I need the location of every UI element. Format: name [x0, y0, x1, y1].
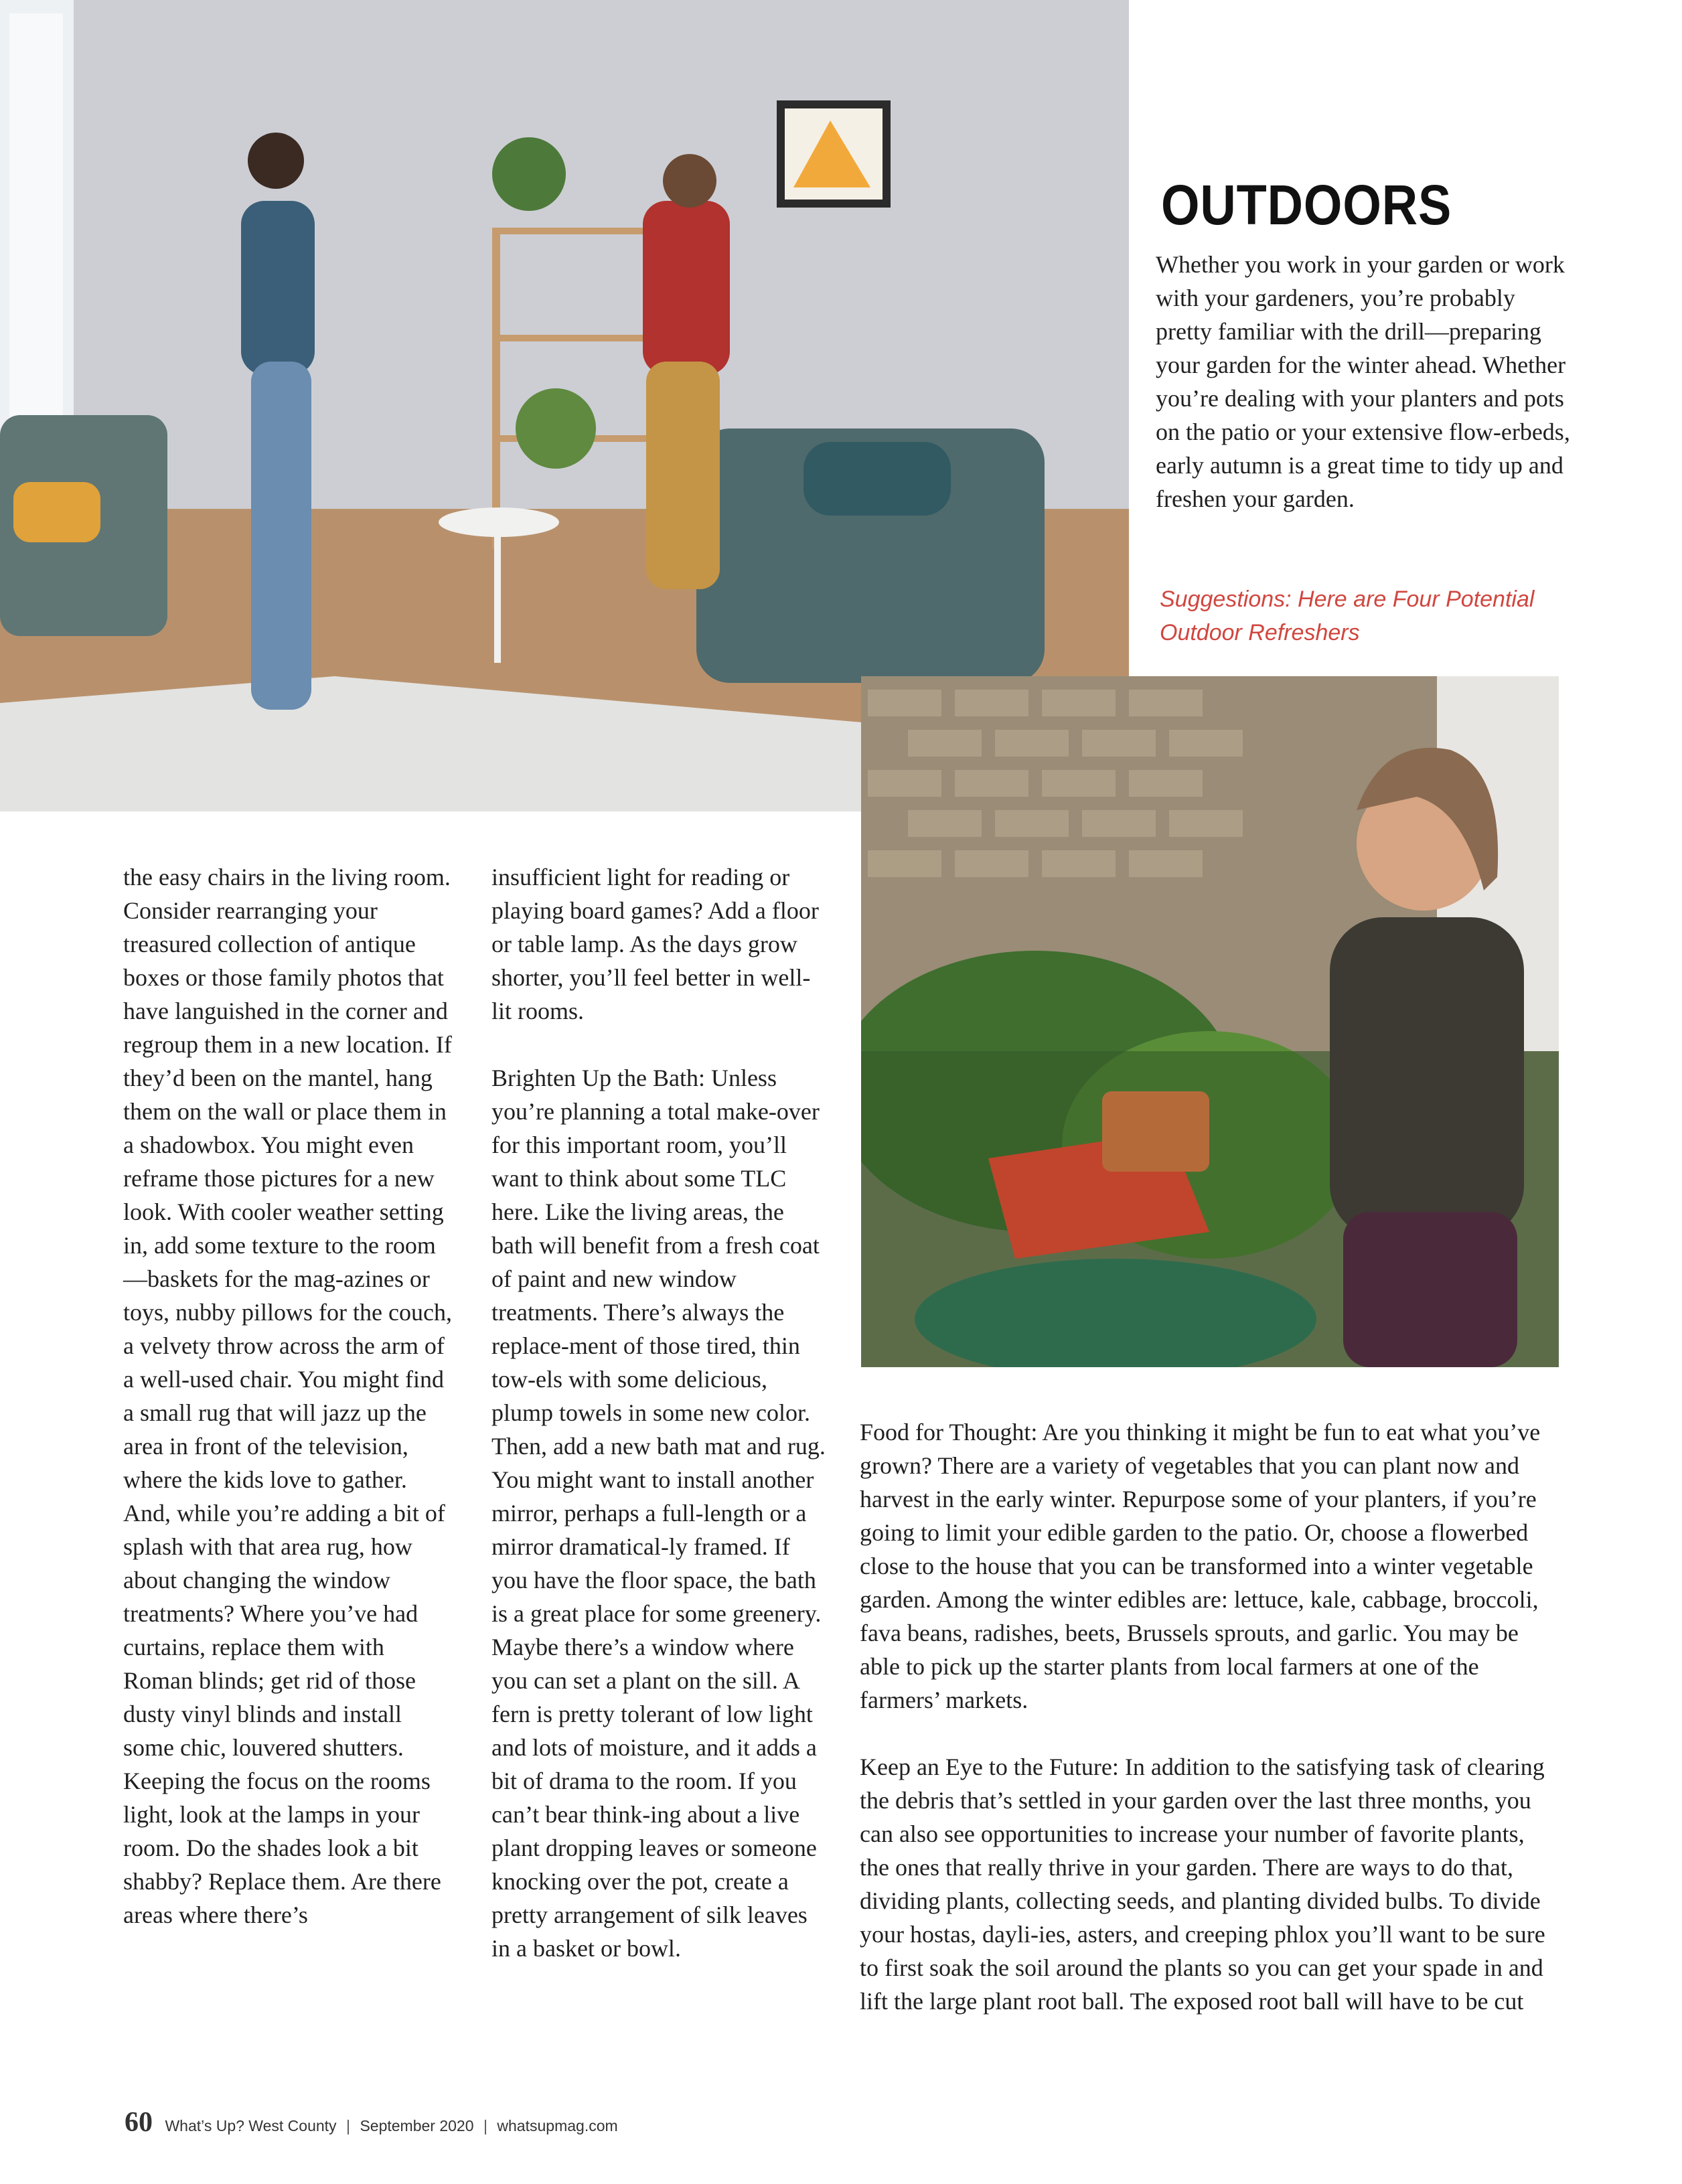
- text-column-3: [860, 1415, 1556, 2018]
- paragraph: Brighten Up the Bath: Unless you’re planning a total make-over for this important room, you’ll want to think about some TLC here. Like the living areas, the bath will benefit from a fresh coat of paint and new window treatments. There’s always the replace-ment of those tired, thin tow-els with some delicious, plump towels in some new color. Then, add a new bath mat and rug. You might want to install another mirror, perhaps a full-length or a mirror dramatical-ly framed. If you have the floor space, the bath is a great place for some greenery. Maybe there’s a window where you can set a plant on the sill. A fern is pretty tolerant of low light and lots of moisture, and it adds a bit of drama to the room. If you can’t bear think-ing about a live plant dropping leaves or someone knocking over the pot, create a pretty arrangement of silk leaves in a basket or bowl.: [491, 1065, 826, 1962]
- paragraph: Keep an Eye to the Future: In addition to the satisfying task of clearing the debris that’s settled in your garden over the last three months, you can also see opportunities to increase your number of favorite plants, the ones that really thrive in your garden. There are ways to do that, dividing plants, collecting seeds, and planting divided bulbs. To divide your hostas, dayli-ies, asters, and creeping phlox you’ll want to be sure to first soak the soil around the plants so you can get your spade in and lift the large plant root ball. The exposed root ball will have to be cut: [860, 1753, 1545, 2015]
- section-heading: OUTDOORS: [1161, 173, 1452, 236]
- paragraph: insufficient light for reading or playing board games? Add a floor or table lamp. As the days grow shorter, you’ll feel better in well-lit rooms.: [491, 864, 819, 1024]
- footer-separator: |: [346, 2117, 350, 2134]
- text-column-2: [491, 860, 826, 1965]
- paragraph: Food for Thought: Are you thinking it might be fun to eat what you’ve grown? There are a variety of vegetables that you can plant now and harvest in the early winter. Repurpose some of your planters, if you’re going to limit your edible garden to the patio. Or, choose a flowerbed close to the house that you can be transformed into a winter vegetable garden. Among the winter edibles are: lettuce, kale, cabbage, broccoli, fava beans, radishes, beets, Brussels sprouts, and garlic. You may be able to pick up the starter plants from local farmers at one of the farmers’ markets.: [860, 1419, 1541, 1713]
- garden-photo: [861, 676, 1559, 1367]
- publication-name: What’s Up? West County: [165, 2117, 337, 2134]
- footer-separator: |: [483, 2117, 487, 2134]
- page-footer: [125, 2106, 618, 2138]
- issue-date: September 2020: [360, 2117, 474, 2134]
- suggestions-subheading: Suggestions: Here are Four Potential Outdoor Refreshers: [1160, 587, 1535, 645]
- paragraph: the easy chairs in the living room. Consider rearranging your treasured collection of antique boxes or those family photos that have languished in the corner and regroup them in a new location. If they’d been on the mantel, hang them on the wall or place them in a shadowbox. You might even reframe those pictures for a new look. With cooler weather setting in, add some texture to the room—baskets for the mag-azines or toys, nubby pillows for the couch, a velvety throw across the arm of a well-used chair. You might find a small rug that will jazz up the area in front of the television, where the kids love to gather. And, while you’re adding a bit of splash with that area rug, how about changing the window treatments? Where you’ve had curtains, replace them with Roman blinds; get rid of those dusty vinyl blinds and install some chic, louvered shutters. Keeping the focus on the rooms light, look at the lamps in your room. Do the shades look a bit shabby? Replace them. Are there areas where there’s: [123, 864, 452, 1928]
- page-number: 60: [125, 2107, 153, 2138]
- website-link[interactable]: whatsupmag.com: [497, 2117, 618, 2134]
- section-intro: Whether you work in your garden or work with your gardeners, you’re probably pretty familiar with the drill—preparing your garden for the winter ahead. Whether you’re dealing with your planters and pots on the patio or your extensive flow-erbeds, early autumn is a great time to tidy up and freshen your garden.: [1156, 251, 1570, 512]
- text-column-1: [123, 860, 458, 1932]
